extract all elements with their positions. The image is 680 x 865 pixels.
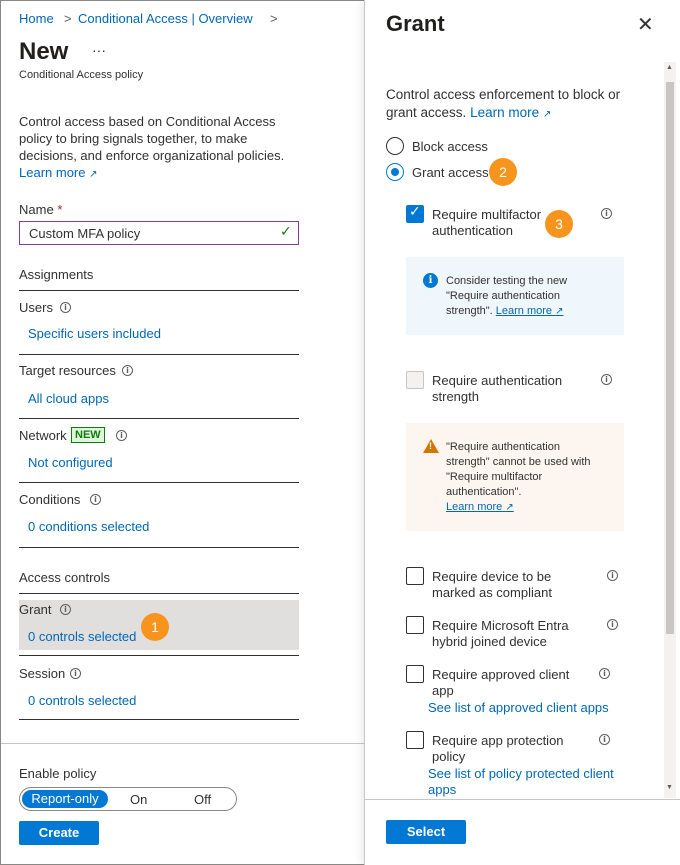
external-link-icon: ↗ — [505, 502, 514, 513]
info-icon[interactable]: i — [60, 302, 71, 313]
info-icon[interactable]: i — [60, 604, 71, 615]
description-line: Control access enforcement to block or — [386, 87, 621, 102]
checkmark-icon: ✓ — [280, 224, 292, 240]
conditions-link[interactable]: 0 conditions selected — [28, 519, 150, 534]
policy-name-value: Custom MFA policy — [29, 226, 141, 241]
session-controls-link[interactable]: 0 controls selected — [28, 693, 137, 708]
session-label: Session — [19, 666, 66, 681]
page-subtitle: Conditional Access policy — [19, 69, 144, 81]
step-badge-2: 2 — [489, 158, 517, 186]
require-app-protection-checkbox[interactable] — [406, 731, 424, 749]
info-icon[interactable]: i — [607, 570, 618, 581]
enable-policy-label: Enable policy — [19, 766, 97, 781]
divider — [19, 655, 299, 656]
breadcrumb-separator: > — [64, 11, 72, 26]
warning-learn-more-link[interactable]: Learn more ↗ — [446, 501, 514, 513]
off-option[interactable]: Off — [194, 792, 212, 807]
warning-icon-mark: ! — [429, 441, 432, 451]
require-approved-client-app-label: Require approved client app — [432, 667, 570, 698]
require-approved-client-app-checkbox[interactable] — [406, 665, 424, 683]
divider — [19, 482, 299, 483]
intro-line: decisions, and enforce organizational policies. — [19, 148, 285, 163]
require-mfa-label: Require multifactor authentication — [432, 207, 542, 238]
network-label: Network — [19, 428, 67, 443]
network-link[interactable]: Not configured — [28, 455, 113, 470]
required-marker: * — [57, 202, 63, 217]
intro-line: Control access based on Conditional Access — [19, 114, 276, 129]
panel-learn-more-link[interactable]: Learn more ↗ — [470, 105, 552, 120]
panel-description — [386, 86, 620, 124]
warning-message-text: "Require authentication strength" cannot be used with "Require multifactor authentication". Learn more ↗ — [446, 441, 591, 513]
create-button[interactable]: Create — [19, 821, 99, 845]
breadcrumb-conditional-access[interactable]: Conditional Access | Overview — [78, 11, 253, 26]
intro-line: policy to bring signals together, to make — [19, 131, 248, 146]
divider — [19, 354, 299, 355]
users-label: Users — [19, 300, 53, 315]
scroll-down-arrow[interactable]: ▼ — [666, 784, 673, 791]
require-compliant-device-label: Require device to be marked as compliant — [432, 569, 552, 600]
breadcrumb-home[interactable]: Home — [19, 11, 54, 26]
panel-title: Grant — [386, 11, 445, 36]
divider — [19, 719, 299, 720]
target-resources-link[interactable]: All cloud apps — [28, 391, 109, 406]
require-compliant-device-checkbox[interactable] — [406, 567, 424, 585]
close-icon[interactable]: ✕ — [637, 12, 654, 36]
approved-client-apps-link[interactable]: See list of approved client apps — [428, 700, 609, 715]
divider — [19, 547, 299, 548]
info-learn-more-link[interactable]: Learn more ↗ — [495, 305, 564, 317]
step-badge-3: 3 — [545, 210, 573, 238]
require-auth-strength-label: Require authentication strength — [432, 373, 563, 404]
grant-label: Grant — [19, 602, 52, 617]
info-icon[interactable]: i — [599, 668, 610, 679]
divider — [19, 418, 299, 419]
assignments-heading: Assignments — [19, 267, 94, 282]
breadcrumb-separator: > — [270, 11, 278, 26]
panel-scrollbar[interactable] — [664, 62, 676, 798]
conditions-label: Conditions — [19, 492, 81, 507]
divider — [19, 290, 299, 291]
policy-name-input[interactable] — [19, 221, 299, 245]
policy-protected-apps-link[interactable]: See list of policy protected client apps — [428, 766, 614, 797]
grant-access-label: Grant access — [412, 165, 489, 180]
on-option[interactable]: On — [130, 792, 148, 807]
require-mfa-checkbox[interactable] — [406, 205, 424, 223]
enable-policy-toggle — [19, 787, 237, 811]
select-button[interactable]: Select — [386, 820, 466, 844]
info-circle-icon: i — [423, 273, 438, 288]
info-icon[interactable]: i — [116, 430, 127, 441]
grant-panel — [364, 0, 680, 865]
grant-row[interactable] — [19, 600, 299, 650]
divider — [19, 593, 299, 594]
radio-dot — [391, 168, 399, 176]
new-badge: NEW — [71, 427, 105, 443]
access-controls-heading: Access controls — [19, 570, 111, 585]
info-icon[interactable]: i — [601, 208, 612, 219]
grant-access-radio[interactable] — [386, 163, 404, 181]
users-selection-link[interactable]: Specific users included — [28, 326, 161, 341]
panel-footer-divider — [365, 799, 680, 800]
info-icon[interactable]: i — [601, 374, 612, 385]
grant-controls-link[interactable]: 0 controls selected — [28, 629, 137, 644]
info-icon[interactable]: i — [122, 365, 133, 376]
info-icon[interactable]: i — [70, 668, 81, 679]
more-options-button[interactable]: ··· — [92, 42, 106, 58]
require-hybrid-joined-label: Require Microsoft Entra hybrid joined device — [432, 618, 569, 649]
page-title: New — [19, 38, 69, 65]
intro-text — [19, 114, 284, 164]
info-icon[interactable]: i — [599, 734, 610, 745]
step-badge-1: 1 — [141, 613, 169, 641]
name-label: Name * — [19, 202, 63, 217]
scroll-up-arrow[interactable]: ▲ — [666, 64, 673, 71]
info-icon[interactable]: i — [90, 494, 101, 505]
info-message-box — [406, 257, 624, 335]
checkmark-icon: ✓ — [409, 204, 421, 220]
external-link-icon: ↗ — [542, 109, 552, 120]
footer-divider — [1, 743, 364, 744]
external-link-icon: ↗ — [89, 169, 98, 180]
target-resources-label: Target resources — [19, 363, 116, 378]
info-icon[interactable]: i — [607, 619, 618, 630]
block-access-label: Block access — [412, 139, 488, 154]
external-link-icon: ↗ — [555, 306, 564, 317]
require-hybrid-joined-checkbox[interactable] — [406, 616, 424, 634]
block-access-radio[interactable] — [386, 137, 404, 155]
info-message-text: Consider testing the new "Require authentication strength". Learn more ↗ — [446, 275, 568, 317]
description-line: grant access. Learn more ↗ — [386, 105, 552, 120]
require-app-protection-label: Require app protection policy — [432, 733, 564, 764]
warning-message-box — [406, 423, 624, 531]
report-only-option[interactable]: Report-only — [22, 790, 108, 808]
require-auth-strength-checkbox[interactable] — [406, 371, 424, 389]
intro-learn-more-link[interactable]: Learn more ↗ — [19, 165, 98, 180]
scrollbar-thumb[interactable] — [666, 82, 674, 634]
